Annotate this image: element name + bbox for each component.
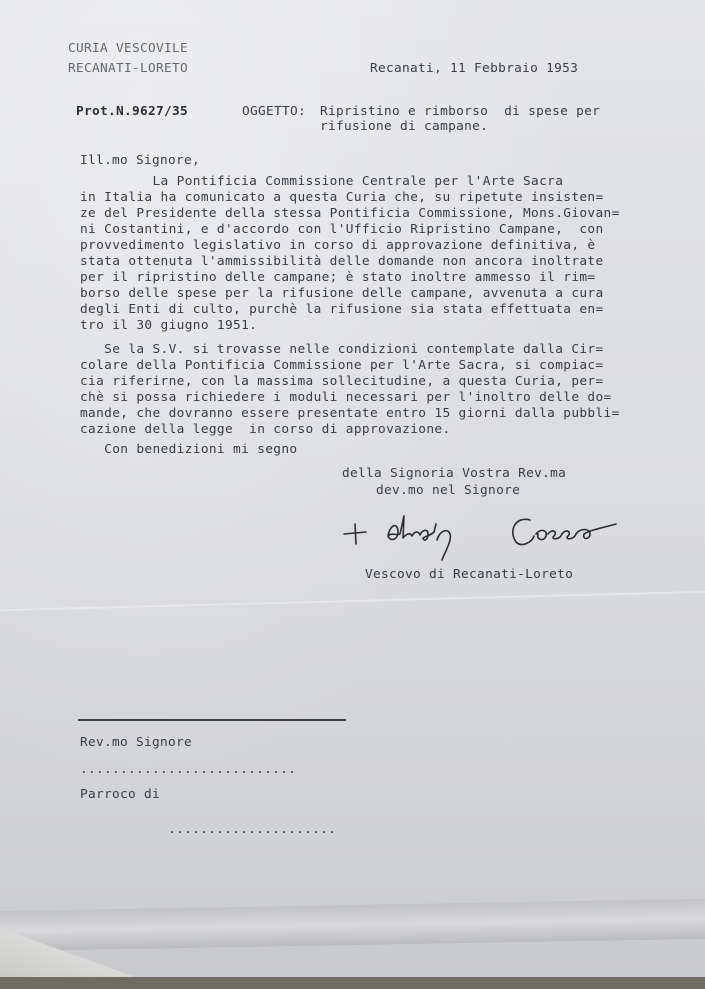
parish-dots: ..................... <box>168 822 337 837</box>
body-line: La Pontificia Commissione Centrale per l'Arte Sacra <box>80 174 564 189</box>
sender-line-2: RECANATI-LORETO <box>68 61 189 76</box>
body-line: tro il 30 giugno 1951. <box>80 318 258 333</box>
salutation: Ill.mo Signore, <box>80 153 201 168</box>
place-date: Recanati, 11 Febbraio 1953 <box>370 61 579 76</box>
subject-label: OGGETTO: <box>242 104 307 119</box>
subject-line-1: Ripristino e rimborso di spese per <box>320 104 601 119</box>
body-line: borso delle spese per la rifusione delle campane, avvenuta a cura <box>80 286 604 301</box>
body-line: cia riferirne, con la massima sollecitudine, a questa Curia, per= <box>80 374 604 389</box>
body-line: in Italia ha comunicato a questa Curia che, su ripetute insisten= <box>80 190 604 205</box>
body-line: per il ripristino delle campane; è stato inoltre ammesso il rim= <box>80 270 596 285</box>
body-line: ni Costantini, e d'accordo con l'Ufficio Ripristino Campane, con <box>80 222 604 237</box>
sender-line-1: CURIA VESCOVILE <box>68 41 189 56</box>
background-table <box>0 977 705 989</box>
body-line: ze del Presidente della stessa Pontificia Commissione, Mons.Giovan= <box>80 206 620 221</box>
addressee-title: Rev.mo Signore <box>80 735 193 750</box>
body-line: degli Enti di culto, purchè la rifusione sia stata effettuata en= <box>80 302 604 317</box>
body-line: chè si possa richiedere i moduli necessari per l'inoltro delle do= <box>80 390 612 405</box>
handwritten-signature <box>340 502 620 562</box>
body-line: colare della Pontificia Commissione per l'Arte Sacra, si compiac= <box>80 358 604 373</box>
body-line: Con benedizioni mi segno <box>80 442 298 457</box>
body-line: Se la S.V. si trovasse nelle condizioni contemplate dalla Cir= <box>80 342 604 357</box>
paper-crease <box>0 591 705 611</box>
protocol-number: Prot.N.9627/35 <box>76 104 189 119</box>
signer-title: Vescovo di Recanati-Loreto <box>365 567 574 582</box>
parish-label: Parroco di <box>80 787 161 802</box>
closing-line-2: dev.mo nel Signore <box>376 483 521 498</box>
subject-line-2: rifusione di campane. <box>320 119 489 134</box>
body-line: provvedimento legislativo in corso di approvazione definitiva, è <box>80 238 596 253</box>
address-rule <box>78 719 346 721</box>
body-line: stata ottenuta l'ammissibilità delle domande non ancora inoltrate <box>80 254 604 269</box>
body-line: mande, che dovranno essere presentate entro 15 giorni dalla pubbli= <box>80 406 620 421</box>
closing-line-1: della Signoria Vostra Rev.ma <box>342 466 567 481</box>
body-line: cazione della legge in corso di approvazione. <box>80 422 451 437</box>
addressee-name-dots: ........................... <box>80 762 297 777</box>
